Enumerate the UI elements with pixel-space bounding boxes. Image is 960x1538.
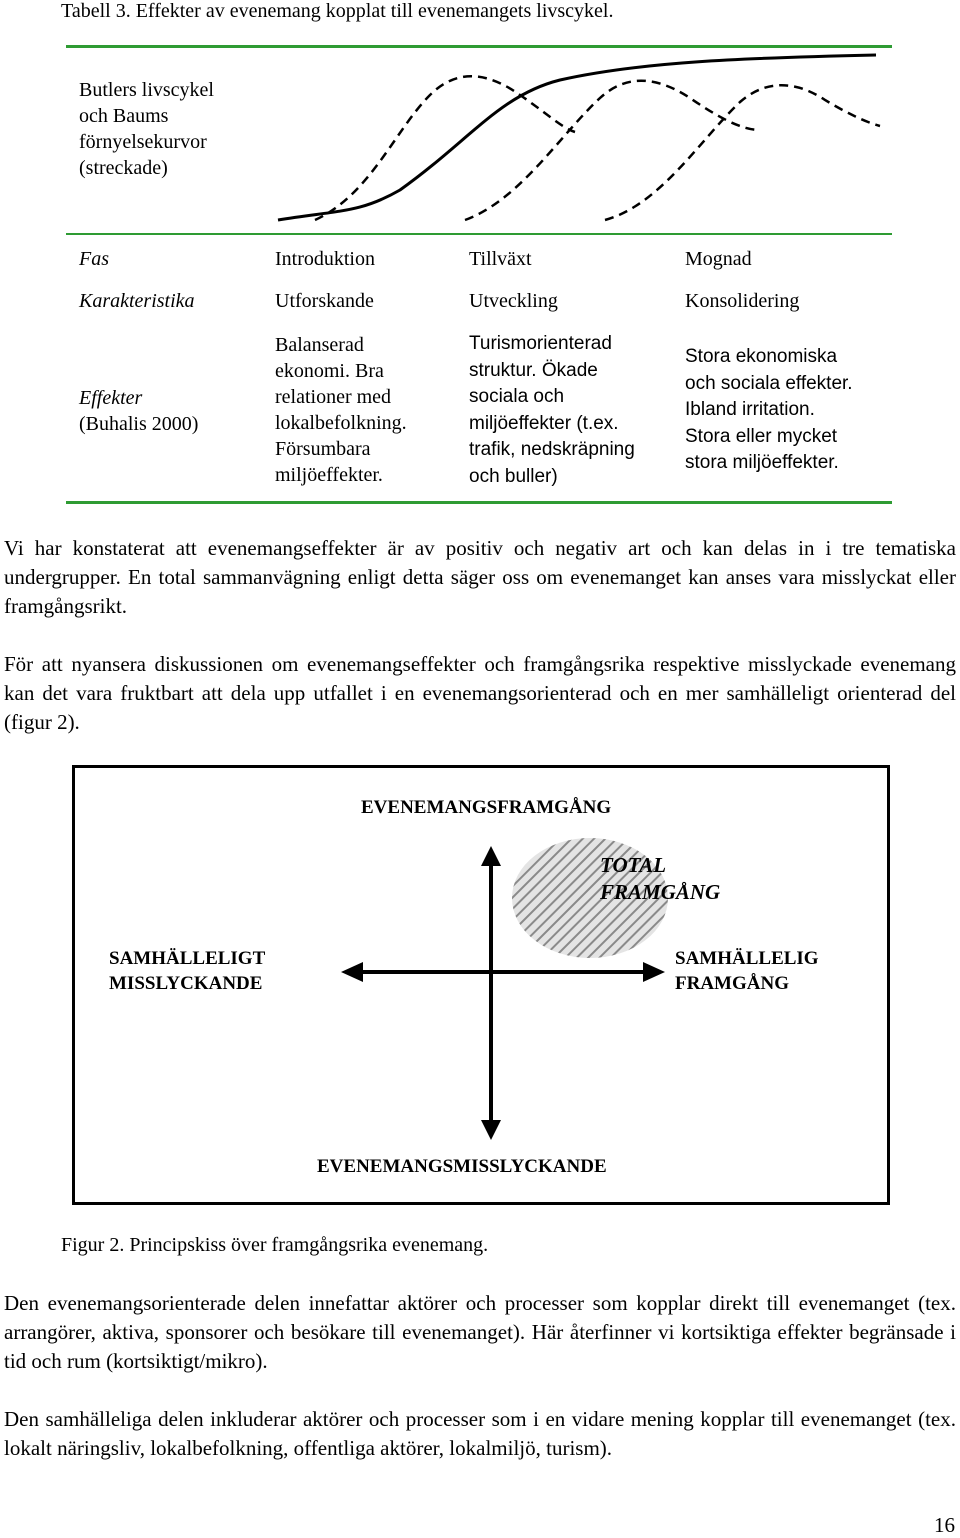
label-evenemangsmisslyckande: EVENEMANGSMISSLYCKANDE — [317, 1156, 607, 1177]
fas-mognad: Mognad — [685, 248, 752, 270]
table-rule-bottom — [66, 501, 892, 504]
effekter-introduktion: Balanserad ekonomi. Bra relationer med lokalbefolkning. Försumbara miljöeffekter. — [275, 334, 407, 486]
fas-tillvaxt: Tillväxt — [469, 248, 532, 270]
paragraph-3: Den evenemangsorienterade delen innefattar aktörer och processer som kopplar direkt till evenemanget (tex. arrangörer, aktiva, sponsorer och besökare till evenemanget). Här återfinner vi kortsiktiga effekter begränsade i tid och rum (kortsiktigt/mikro). — [4, 1291, 956, 1373]
karakteristika-mognad: Konsolidering — [685, 290, 800, 312]
table-caption: Tabell 3. Effekter av evenemang kopplat till evenemangets livscykel. — [61, 0, 614, 22]
lifecycle-curves — [0, 0, 960, 240]
karakteristika-introduktion: Utforskande — [275, 290, 374, 312]
curve-label: Butlers livscykel och Baums förnyelsekurvor (streckade) — [79, 79, 214, 179]
effekter-tillvaxt: Turismorienterad struktur. Ökade sociala och miljöeffekter (t.ex. trafik, nedskräpning och buller) — [469, 333, 635, 487]
label-samhalleligt-misslyckande: SAMHÄLLELIGT MISSLYCKANDE — [109, 948, 266, 994]
label-total-framgang: TOTAL FRAMGÅNG — [600, 853, 721, 904]
arrow-down — [481, 1120, 501, 1140]
arrow-up — [481, 846, 501, 866]
renewal-curve-3 — [605, 85, 880, 220]
label-samhallelig-framgang: SAMHÄLLELIG FRAMGÅNG — [675, 948, 819, 994]
paragraph-1: Vi har konstaterat att evenemangseffekter är av positiv och negativ art och kan delas in i tre tematiska undergrupper. En total sammanvägning enligt detta säger oss om evenemanget kan anses vara misslyckat eller framgångsrikt. — [4, 536, 956, 618]
row-fas-label: Fas — [79, 248, 109, 270]
row-karakteristika-label: Karakteristika — [79, 290, 195, 312]
butler-lifecycle-curve — [278, 55, 876, 220]
karakteristika-tillvaxt: Utveckling — [469, 290, 558, 312]
row-effekter-label: Effekter (Buhalis 2000) — [79, 387, 199, 435]
renewal-curve-1 — [315, 76, 575, 220]
figure-caption: Figur 2. Principskiss över framgångsrika evenemang. — [61, 1234, 489, 1256]
figure-2-box — [72, 765, 890, 1205]
page-number: 16 — [934, 1513, 955, 1537]
paragraph-2: För att nyansera diskussionen om evenemangseffekter och framgångsrika respektive misslyckade evenemang kan det vara fruktbart att dela upp utfallet i en evenemangsorienterad och en mer samhälleligt orienterad del (figur 2). — [4, 652, 956, 734]
arrow-right — [643, 962, 665, 982]
label-evenemangsframgang: EVENEMANGSFRAMGÅNG — [361, 797, 612, 818]
arrow-left — [341, 962, 363, 982]
paragraph-4: Den samhälleliga delen inkluderar aktörer och processer som i en vidare mening kopplar till evenemanget (tex. lokalt näringsliv, lokalbefolkning, offentliga aktörer, lokalmiljö, turism). — [4, 1407, 956, 1460]
fas-introduktion: Introduktion — [275, 248, 375, 270]
effekter-mognad: Stora ekonomiska och sociala effekter. Ibland irritation. Stora eller mycket stora miljöeffekter. — [685, 346, 853, 473]
